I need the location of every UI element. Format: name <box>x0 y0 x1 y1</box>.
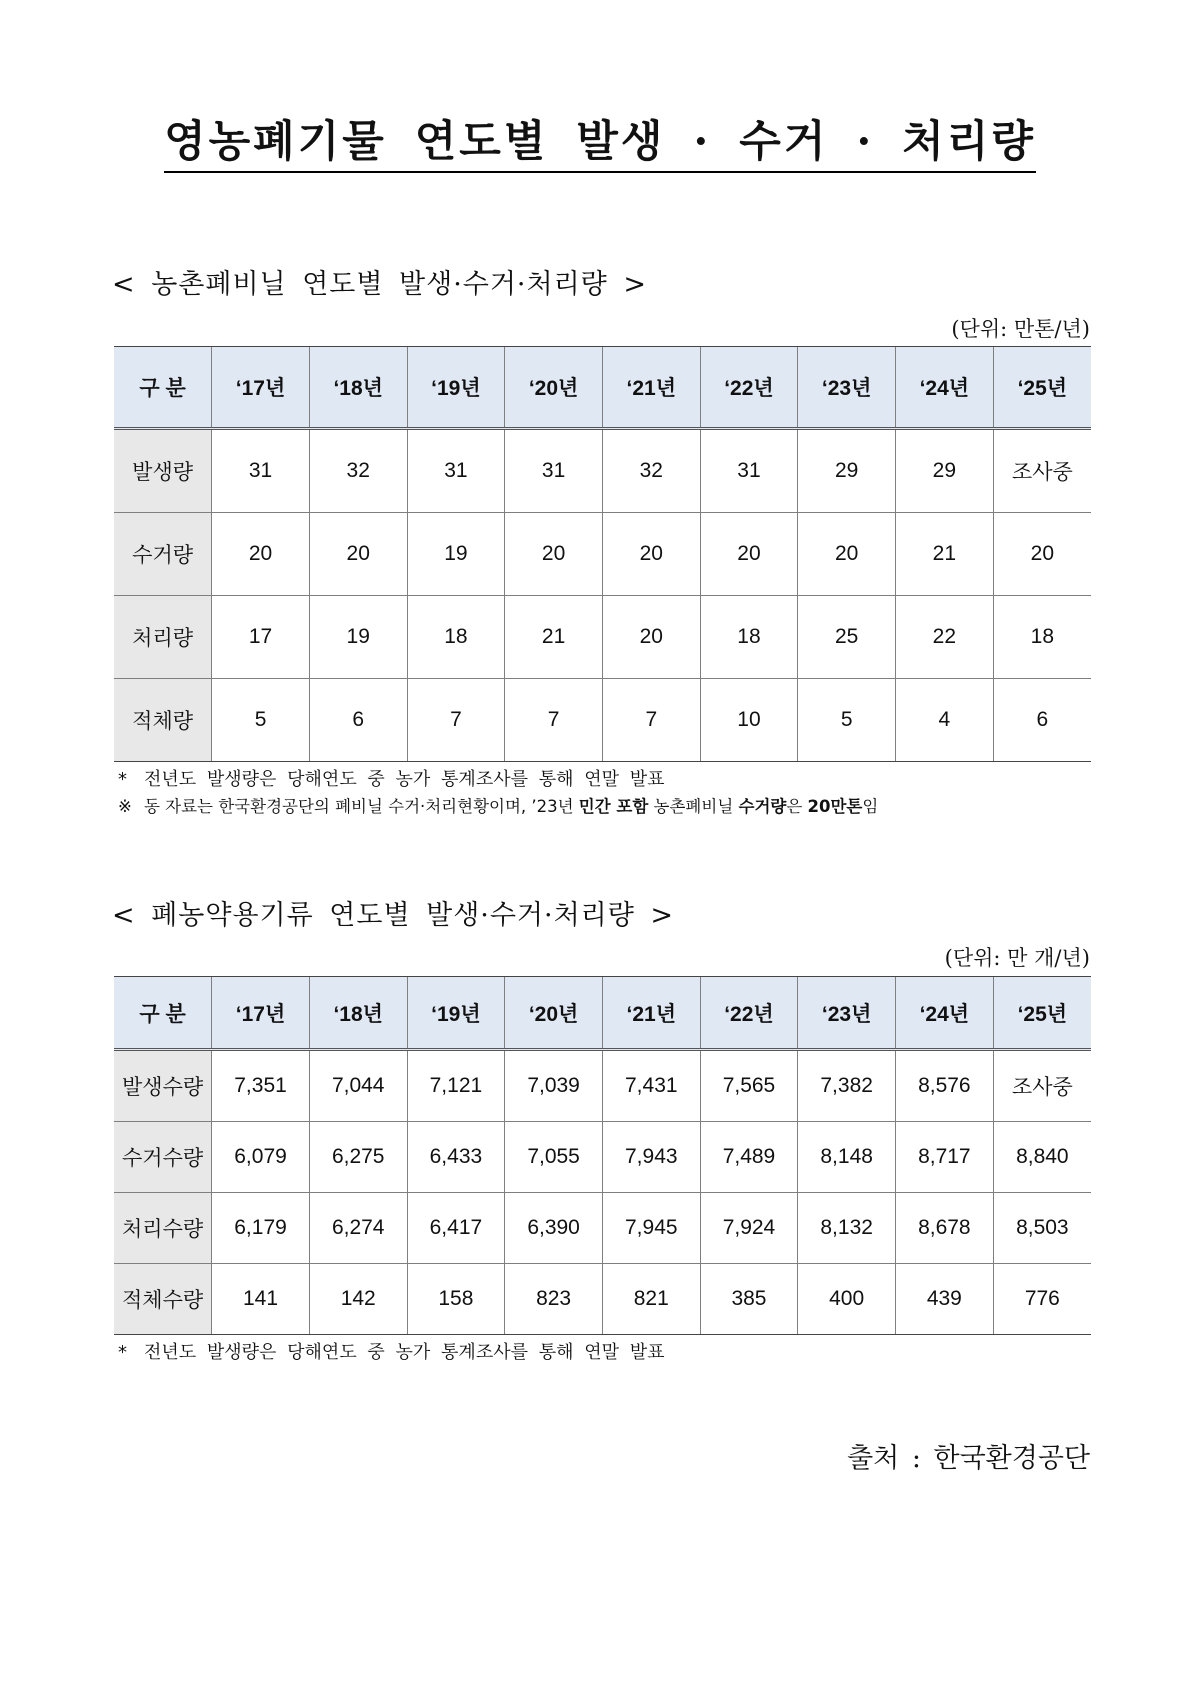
table-cell: 6 <box>993 679 1091 762</box>
table-cell: 20 <box>602 596 700 679</box>
table-cell: 32 <box>309 429 407 513</box>
column-header: ‘25년 <box>993 977 1091 1050</box>
table-cell: 조사중 <box>993 1050 1091 1122</box>
table-cell: 20 <box>798 513 896 596</box>
column-header: ‘24년 <box>896 977 994 1050</box>
footnote-emphasis: 수거량 <box>738 797 787 816</box>
table-row <box>114 596 1091 679</box>
table-cell: 10 <box>700 679 798 762</box>
row-header: 적체수량 <box>114 1264 212 1335</box>
footnote-pesticide-1 <box>118 1338 664 1364</box>
pesticide-container-table <box>114 976 1091 1335</box>
footnote-emphasis: 20만톤 <box>807 797 863 816</box>
table-cell: 7,945 <box>602 1193 700 1264</box>
footnote-emphasis: 민간 포함 <box>578 797 649 816</box>
source-citation: 출처 : 한국환경공단 <box>847 1443 1090 1474</box>
table-cell: 31 <box>700 429 798 513</box>
column-header: ‘18년 <box>309 347 407 429</box>
table-cell: 400 <box>798 1264 896 1335</box>
table-cell: 6,079 <box>212 1122 310 1193</box>
table-cell: 823 <box>505 1264 603 1335</box>
table-cell: 7,039 <box>505 1050 603 1122</box>
table-cell: 7 <box>602 679 700 762</box>
table-row <box>114 1193 1091 1264</box>
table-cell: 조사중 <box>993 429 1091 513</box>
table-cell: 439 <box>896 1264 994 1335</box>
table-cell: 8,840 <box>993 1122 1091 1193</box>
footnote-text: 임 <box>862 797 879 816</box>
table-cell: 7 <box>407 679 505 762</box>
table-cell: 5 <box>212 679 310 762</box>
footnote-text: 은 <box>786 797 808 816</box>
table-cell: 18 <box>407 596 505 679</box>
table-cell: 4 <box>896 679 994 762</box>
table-cell: 29 <box>896 429 994 513</box>
column-header: 구 분 <box>114 977 212 1050</box>
table-cell: 6,275 <box>309 1122 407 1193</box>
unit-label-pesticide: (단위: 만 개/년) <box>944 946 1090 970</box>
table-cell: 18 <box>700 596 798 679</box>
footnote-mark: * <box>118 1342 127 1363</box>
table-row <box>114 513 1091 596</box>
vinyl-waste-table <box>114 346 1091 762</box>
column-header: ‘25년 <box>993 347 1091 429</box>
footnote-text: 전년도 발생량은 당해연도 중 농가 통계조사를 통해 연말 발표 <box>144 1342 665 1363</box>
table-cell: 19 <box>309 596 407 679</box>
table-cell: 7,382 <box>798 1050 896 1122</box>
table-cell: 20 <box>602 513 700 596</box>
table-cell: 17 <box>212 596 310 679</box>
table-cell: 31 <box>505 429 603 513</box>
table-cell: 7,924 <box>700 1193 798 1264</box>
table-row <box>114 1050 1091 1122</box>
row-header: 발생수량 <box>114 1050 212 1122</box>
table-row <box>114 1122 1091 1193</box>
table-cell: 21 <box>505 596 603 679</box>
column-header: ‘19년 <box>407 977 505 1050</box>
table-cell: 18 <box>993 596 1091 679</box>
row-header: 적체량 <box>114 679 212 762</box>
column-header: ‘18년 <box>309 977 407 1050</box>
table-cell: 5 <box>798 679 896 762</box>
table-cell: 142 <box>309 1264 407 1335</box>
table-cell: 8,148 <box>798 1122 896 1193</box>
column-header: ‘17년 <box>212 347 310 429</box>
row-header: 발생량 <box>114 429 212 513</box>
document-title <box>0 118 1200 173</box>
column-header: 구 분 <box>114 347 212 429</box>
table-cell: 20 <box>309 513 407 596</box>
table-cell: 21 <box>896 513 994 596</box>
table-cell: 7,489 <box>700 1122 798 1193</box>
column-header: ‘17년 <box>212 977 310 1050</box>
table-cell: 7,121 <box>407 1050 505 1122</box>
table-cell: 8,576 <box>896 1050 994 1122</box>
column-header: ‘24년 <box>896 347 994 429</box>
column-header: ‘21년 <box>602 977 700 1050</box>
row-header: 처리수량 <box>114 1193 212 1264</box>
column-header: ‘21년 <box>602 347 700 429</box>
table-cell: 7,431 <box>602 1050 700 1122</box>
table-cell: 7 <box>505 679 603 762</box>
footnote-text: 동 자료는 한국환경공단의 폐비닐 수거·처리현황이며, ’23년 <box>144 797 579 816</box>
table-row <box>114 1264 1091 1335</box>
column-header: ‘19년 <box>407 347 505 429</box>
table-cell: 6,274 <box>309 1193 407 1264</box>
unit-label-vinyl: (단위: 만톤/년) <box>951 317 1090 341</box>
row-header: 수거량 <box>114 513 212 596</box>
table-cell: 6 <box>309 679 407 762</box>
table-cell: 20 <box>505 513 603 596</box>
table-cell: 31 <box>212 429 310 513</box>
table-cell: 821 <box>602 1264 700 1335</box>
document-title-text: 영농폐기물 연도별 발생 · 수거 · 처리량 <box>164 118 1036 173</box>
column-header: ‘22년 <box>700 347 798 429</box>
table-cell: 20 <box>700 513 798 596</box>
table-cell: 20 <box>993 513 1091 596</box>
footnote-mark: ※ <box>118 797 132 816</box>
table-cell: 6,433 <box>407 1122 505 1193</box>
table-cell: 7,565 <box>700 1050 798 1122</box>
table-cell: 8,717 <box>896 1122 994 1193</box>
table-row <box>114 429 1091 513</box>
footnote-text: 농촌폐비닐 <box>648 797 739 816</box>
table-header-row <box>114 977 1091 1050</box>
column-header: ‘22년 <box>700 977 798 1050</box>
table-cell: 25 <box>798 596 896 679</box>
column-header: ‘20년 <box>505 347 603 429</box>
table-cell: 7,044 <box>309 1050 407 1122</box>
column-header: ‘20년 <box>505 977 603 1050</box>
table-cell: 7,943 <box>602 1122 700 1193</box>
table-cell: 6,179 <box>212 1193 310 1264</box>
column-header: ‘23년 <box>798 347 896 429</box>
table-cell: 20 <box>212 513 310 596</box>
footnote-text: 전년도 발생량은 당해연도 중 농가 통계조사를 통해 연말 발표 <box>144 769 665 790</box>
table-cell: 6,417 <box>407 1193 505 1264</box>
row-header: 처리량 <box>114 596 212 679</box>
section-title-pesticide: < 폐농약용기류 연도별 발생·수거·처리량 > <box>112 900 675 931</box>
table-cell: 8,132 <box>798 1193 896 1264</box>
table-cell: 7,351 <box>212 1050 310 1122</box>
table-cell: 385 <box>700 1264 798 1335</box>
table-cell: 776 <box>993 1264 1091 1335</box>
table-cell: 22 <box>896 596 994 679</box>
table-cell: 8,503 <box>993 1193 1091 1264</box>
table-cell: 141 <box>212 1264 310 1335</box>
table-row <box>114 679 1091 762</box>
table-cell: 158 <box>407 1264 505 1335</box>
row-header: 수거수량 <box>114 1122 212 1193</box>
table-cell: 7,055 <box>505 1122 603 1193</box>
table-header-row <box>114 347 1091 429</box>
table-cell: 29 <box>798 429 896 513</box>
table-cell: 32 <box>602 429 700 513</box>
table-cell: 6,390 <box>505 1193 603 1264</box>
column-header: ‘23년 <box>798 977 896 1050</box>
footnote-vinyl-1 <box>118 765 664 791</box>
table-cell: 19 <box>407 513 505 596</box>
section-title-vinyl: < 농촌폐비닐 연도별 발생·수거·처리량 > <box>112 269 647 300</box>
table-cell: 8,678 <box>896 1193 994 1264</box>
footnote-vinyl-2 <box>118 793 878 817</box>
footnote-mark: * <box>118 769 127 790</box>
table-cell: 31 <box>407 429 505 513</box>
